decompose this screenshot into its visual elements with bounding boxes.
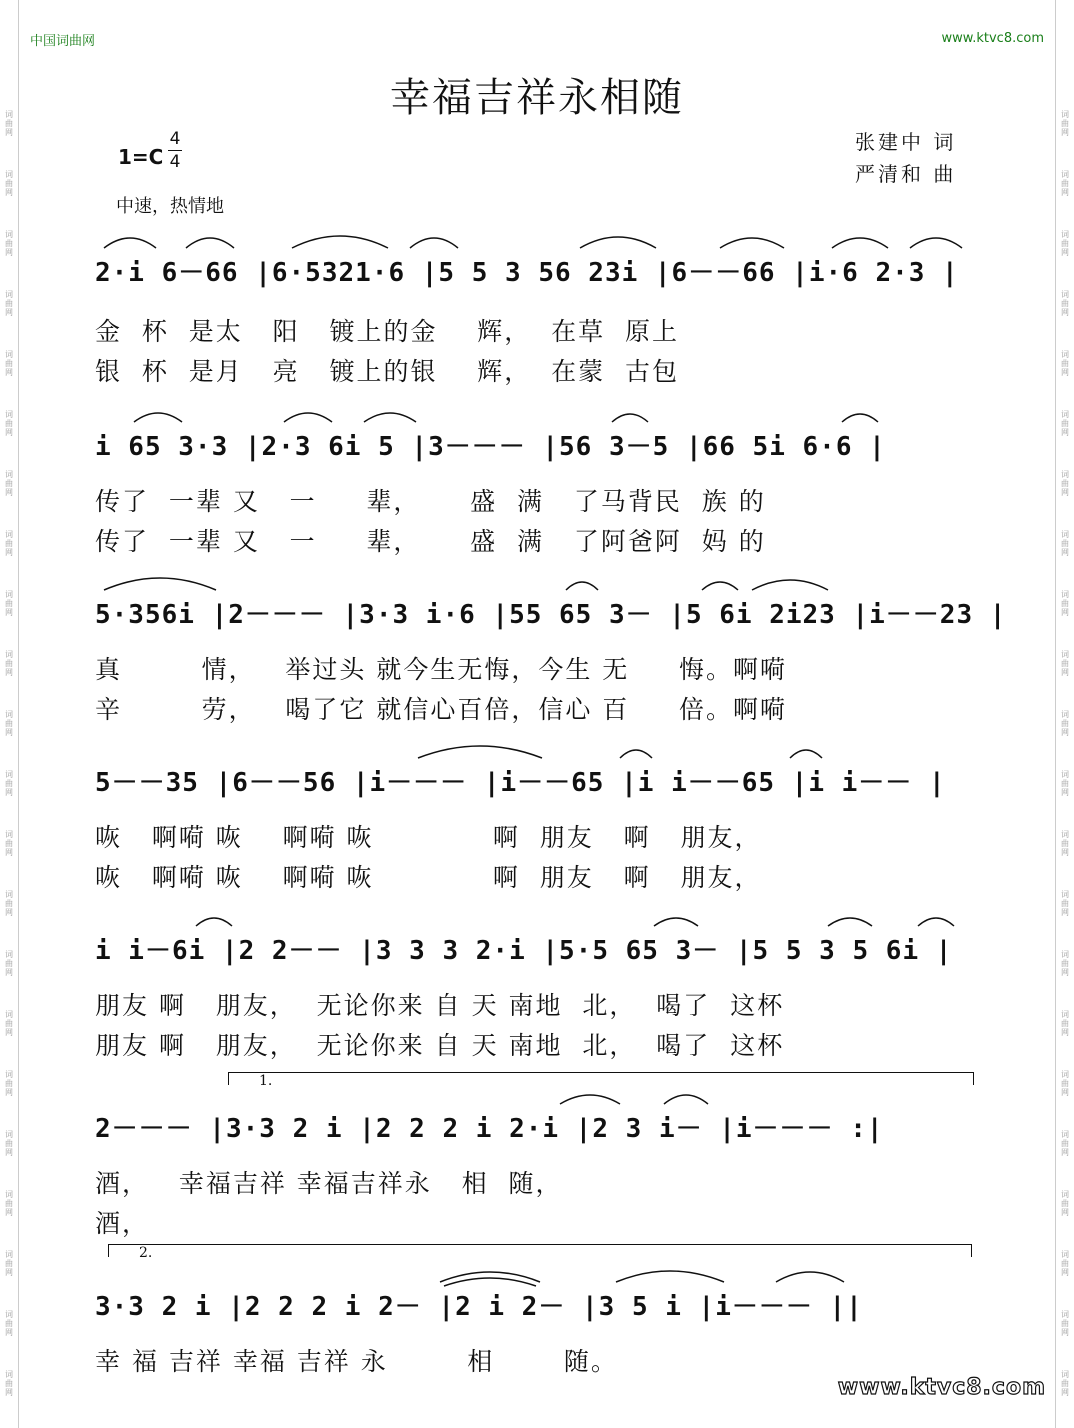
song-title: 幸福吉祥永相随 xyxy=(390,75,684,121)
slur xyxy=(444,1278,536,1286)
side-mark: 词 曲 网 xyxy=(1061,650,1069,677)
side-mark: 词 曲 网 xyxy=(5,950,13,977)
composer-credit: 严清和 曲 xyxy=(855,162,957,186)
slur xyxy=(832,238,888,248)
side-mark: 词 曲 网 xyxy=(5,530,13,557)
side-mark: 词 曲 网 xyxy=(5,1370,13,1397)
notation-line-1: 2·i 6－66 |6·5321·6 |5 5 3 56 23i |6－－66 |i·6 2·3 | xyxy=(95,258,959,288)
side-mark: 词 曲 网 xyxy=(1061,1070,1069,1097)
slur xyxy=(566,582,598,590)
slur xyxy=(918,918,954,926)
lyric-line-3-verse-2: 辛 劳， 喝了它 就信心百倍，信心 百 倍。啊嗬 xyxy=(95,695,788,724)
lyric-line-7: 幸 福 吉祥 幸福 吉祥 永 相 随。 xyxy=(95,1347,618,1376)
slur xyxy=(790,750,822,758)
time-signature-bottom: 4 xyxy=(169,152,181,172)
side-mark: 词 曲 网 xyxy=(1061,110,1069,137)
side-mark: 词 曲 网 xyxy=(1061,1370,1069,1397)
side-mark: 词 曲 网 xyxy=(5,1130,13,1157)
slur xyxy=(580,237,656,248)
side-mark: 词 曲 网 xyxy=(5,470,13,497)
side-mark: 词 曲 网 xyxy=(1061,950,1069,977)
slur xyxy=(620,750,652,758)
slur xyxy=(104,578,216,590)
lyric-line-2-verse-2: 传了 一辈 又 一 辈， 盛 满 了阿爸阿 妈 的 xyxy=(95,527,766,556)
lyric-line-4-verse-1: 咴 啊嗬 咴 啊嗬 咴 啊 朋友 啊 朋友， xyxy=(95,823,762,852)
side-mark: 词 曲 网 xyxy=(1061,1130,1069,1157)
side-mark: 词 曲 网 xyxy=(1061,1190,1069,1217)
side-mark: 词 曲 网 xyxy=(5,350,13,377)
side-mark: 词 曲 网 xyxy=(5,230,13,257)
second-ending-label: 2. xyxy=(139,1245,153,1261)
key-signature: 1=C xyxy=(118,145,164,169)
side-mark: 词 曲 网 xyxy=(5,650,13,677)
slur xyxy=(418,746,542,758)
side-mark: 词 曲 网 xyxy=(1061,1010,1069,1037)
slur xyxy=(828,918,872,926)
notation-line-3: 5·356i |2－－－ |3·3 i·6 |55 65 3－ |5 6i 2i23 |i－－23 | xyxy=(95,600,1007,630)
slur xyxy=(720,238,784,248)
slur xyxy=(612,414,648,422)
slur xyxy=(654,918,698,926)
slur xyxy=(186,238,234,248)
slur xyxy=(410,238,458,248)
side-mark: 词 曲 网 xyxy=(5,590,13,617)
side-mark: 词 曲 网 xyxy=(1061,710,1069,737)
side-mark: 词 曲 网 xyxy=(5,1310,13,1337)
side-mark: 词 曲 网 xyxy=(1061,890,1069,917)
side-mark: 词 曲 网 xyxy=(5,890,13,917)
lyric-line-4-verse-2: 咴 啊嗬 咴 啊嗬 咴 啊 朋友 啊 朋友， xyxy=(95,863,762,892)
lyricist-credit: 张建中 词 xyxy=(855,130,957,154)
time-signature-top: 4 xyxy=(169,129,181,149)
side-mark: 词 曲 网 xyxy=(5,1010,13,1037)
slur xyxy=(560,1095,620,1104)
side-mark: 词 曲 网 xyxy=(1061,230,1069,257)
side-mark: 词 曲 网 xyxy=(1061,410,1069,437)
side-mark: 词 曲 网 xyxy=(5,770,13,797)
notation-line-2: i 65 3·3 |2·3 6i 5 |3－－－ |56 3－5 |66 5i 6·6 | xyxy=(95,432,886,462)
side-mark: 词 曲 网 xyxy=(5,1250,13,1277)
notation-line-6: 2－－－ |3·3 2 i |2 2 2 i 2·i |2 3 i－ |i－－－ :| xyxy=(95,1114,884,1144)
footer-watermark: www.ktvc8.com xyxy=(837,1375,1046,1400)
site-url[interactable]: www.ktvc8.com xyxy=(941,31,1044,46)
side-mark: 词 曲 网 xyxy=(1061,530,1069,557)
slur xyxy=(664,1095,708,1104)
side-mark: 词 曲 网 xyxy=(5,1070,13,1097)
lyric-line-1-verse-1: 金 杯 是太 阳 镀上的金 辉， 在草 原上 xyxy=(95,317,680,346)
notation-line-5: i i－6i |2 2－－ |3 3 3 2·i |5·5 65 3－ |5 5 3 5 6i | xyxy=(95,936,953,966)
lyric-line-6-verse-1: 酒， 幸福吉祥 幸福吉祥永 相 随， xyxy=(95,1169,563,1198)
side-mark: 词 曲 网 xyxy=(5,1190,13,1217)
slur xyxy=(134,413,182,422)
side-mark: 词 曲 网 xyxy=(1061,1250,1069,1277)
notation-line-4: 5－－35 |6－－56 |i－－－ |i－－65 |i i－－65 |i i－－ | xyxy=(95,768,946,798)
notation-line-7: 3·3 2 i |2 2 2 i 2－ |2 i 2－ |3 5 i |i－－－ || xyxy=(95,1292,863,1322)
lyric-line-3-verse-1: 真 情， 举过头 就今生无悔，今生 无 悔。啊嗬 xyxy=(95,655,788,684)
site-name[interactable]: 中国词曲网 xyxy=(30,34,96,49)
side-mark: 词 曲 网 xyxy=(1061,290,1069,317)
side-mark: 词 曲 网 xyxy=(5,290,13,317)
side-mark: 词 曲 网 xyxy=(1061,590,1069,617)
lyric-line-5-verse-1: 朋友 啊 朋友， 无论你来 自 天 南地 北， 喝了 这杯 xyxy=(95,991,785,1020)
slur xyxy=(364,413,416,422)
side-mark: 词 曲 网 xyxy=(5,170,13,197)
side-mark: 词 曲 网 xyxy=(1061,830,1069,857)
side-mark: 词 曲 网 xyxy=(5,110,13,137)
side-mark: 词 曲 网 xyxy=(1061,350,1069,377)
first-ending-label: 1. xyxy=(259,1073,273,1089)
side-mark: 词 曲 网 xyxy=(1061,470,1069,497)
slur xyxy=(752,580,828,590)
lyric-line-5-verse-2: 朋友 啊 朋友， 无论你来 自 天 南地 北， 喝了 这杯 xyxy=(95,1031,785,1060)
tempo-marking: 中速，热情地 xyxy=(116,196,224,217)
lyric-line-6-verse-2: 酒， xyxy=(95,1209,150,1238)
lyric-line-1-verse-2: 银 杯 是月 亮 镀上的银 辉， 在蒙 古包 xyxy=(95,357,680,386)
slur xyxy=(842,414,878,422)
slur xyxy=(702,582,738,590)
side-mark: 词 曲 网 xyxy=(5,410,13,437)
lyric-line-2-verse-1: 传了 一辈 又 一 辈， 盛 满 了马背民 族 的 xyxy=(95,487,766,516)
slur xyxy=(292,236,388,248)
side-mark: 词 曲 网 xyxy=(1061,770,1069,797)
slur xyxy=(284,413,332,422)
slur xyxy=(776,1272,844,1282)
slur xyxy=(104,238,156,248)
slur xyxy=(196,918,232,926)
slur xyxy=(616,1271,724,1282)
side-mark: 词 曲 网 xyxy=(5,830,13,857)
side-mark: 词 曲 网 xyxy=(1061,1310,1069,1337)
side-mark: 词 曲 网 xyxy=(5,710,13,737)
side-mark: 词 曲 网 xyxy=(1061,170,1069,197)
slur xyxy=(910,238,962,248)
slur xyxy=(440,1272,540,1282)
